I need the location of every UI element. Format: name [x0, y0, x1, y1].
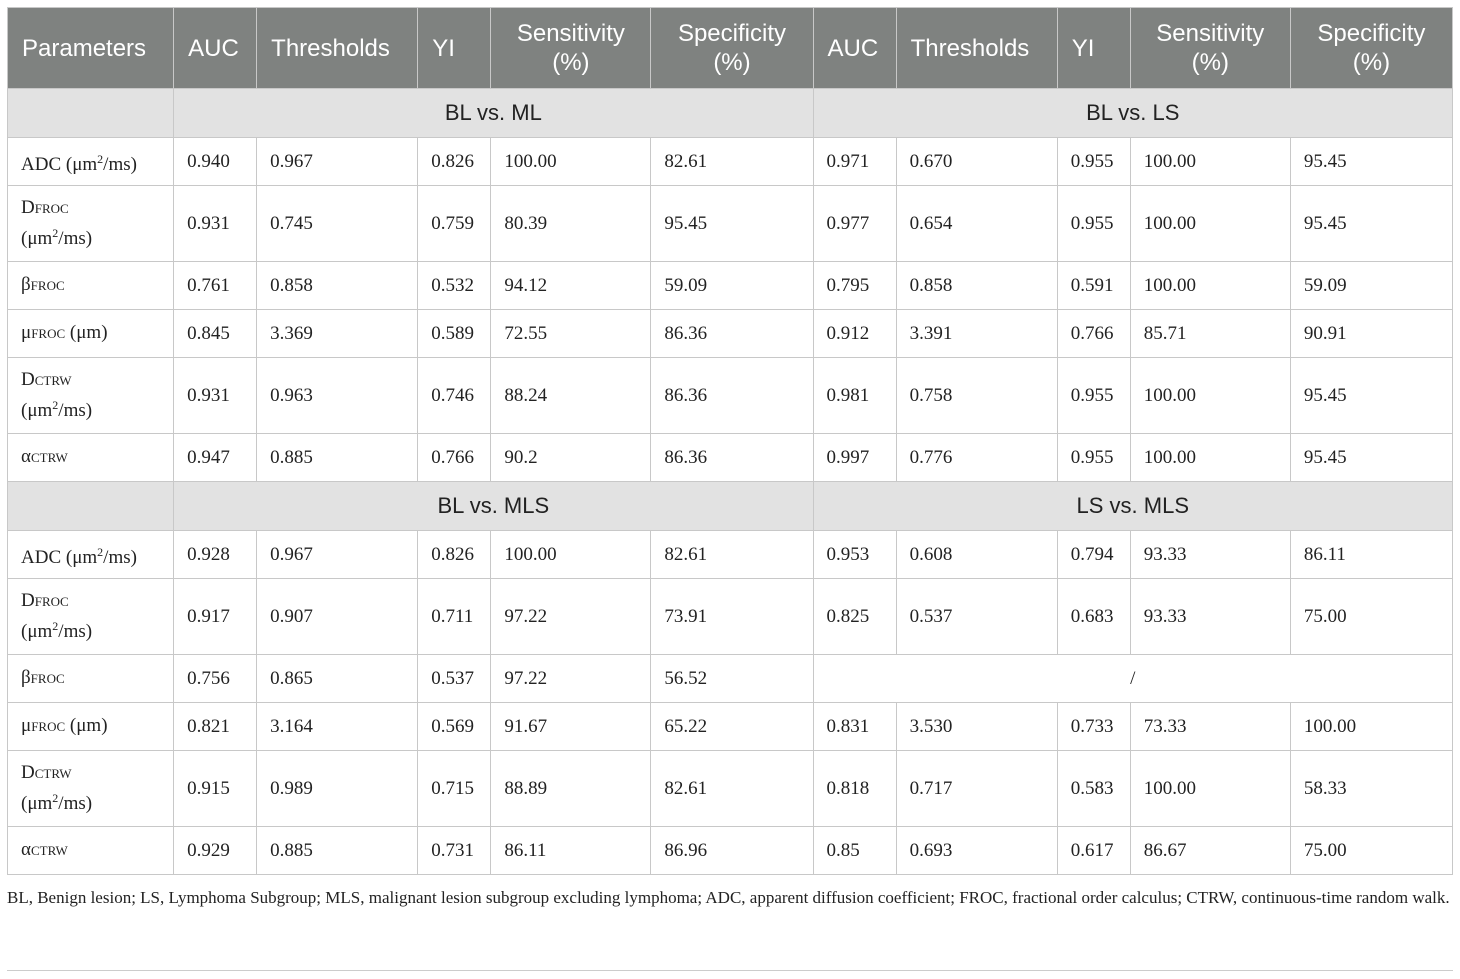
parameter-subscript: FROC [30, 671, 65, 686]
value-cell: 0.693 [896, 827, 1057, 875]
parameter-symbol: α [21, 446, 31, 467]
value-cell: 86.11 [1290, 531, 1452, 579]
bottom-divider [7, 970, 1453, 971]
parameter-unit-exponent: 2 [97, 544, 104, 559]
header-yi: YI [1057, 8, 1130, 89]
value-cell: 59.09 [1290, 262, 1452, 310]
value-cell: 86.67 [1130, 827, 1290, 875]
table-row [8, 186, 1453, 262]
value-cell: 0.731 [418, 827, 491, 875]
parameter-unit-mu: μ [27, 400, 38, 421]
value-cell: 0.858 [257, 262, 418, 310]
parameter-subscript: FROC [34, 201, 69, 216]
value-cell: 93.33 [1130, 531, 1290, 579]
table-row [8, 531, 1453, 579]
value-cell: 0.845 [174, 310, 257, 358]
value-cell: 56.52 [651, 655, 813, 703]
value-cell: 100.00 [1290, 703, 1452, 751]
parameter-unit-close: /ms) [58, 793, 93, 814]
table-row [8, 138, 1453, 186]
value-cell: 0.733 [1057, 703, 1130, 751]
value-cell: 0.746 [418, 358, 491, 434]
value-cell: 0.929 [174, 827, 257, 875]
value-cell: 0.766 [418, 434, 491, 482]
parameter-unit-exponent: 2 [52, 619, 59, 633]
value-cell: 86.36 [651, 434, 813, 482]
value-cell: 0.795 [813, 262, 896, 310]
parameter-unit-m: m [37, 228, 53, 249]
parameter-subscript: FROC [34, 594, 69, 609]
parameter-unit-m: m [37, 793, 53, 814]
value-cell: 58.33 [1290, 751, 1452, 827]
value-cell: 0.955 [1057, 138, 1130, 186]
parameter-cell [8, 827, 174, 875]
value-cell: 95.45 [1290, 138, 1452, 186]
parameter-cell [8, 655, 174, 703]
parameter-symbol: D [21, 762, 35, 783]
value-cell: 0.537 [418, 655, 491, 703]
table-row [8, 310, 1453, 358]
parameter-unit-close: /ms) [58, 621, 93, 642]
group-title-right: LS vs. MLS [813, 482, 1452, 531]
value-cell: 0.608 [896, 531, 1057, 579]
header-thresholds: Thresholds [257, 8, 418, 89]
parameter-subscript: FROC [31, 326, 66, 341]
value-cell: 0.931 [174, 186, 257, 262]
value-cell: 75.00 [1290, 579, 1452, 655]
parameter-symbol: ADC ( [21, 153, 73, 175]
parameter-unit-tail: (μm) [65, 715, 108, 736]
value-cell: 0.831 [813, 703, 896, 751]
value-cell: 0.885 [257, 827, 418, 875]
value-cell: 86.36 [651, 358, 813, 434]
table-row [8, 262, 1453, 310]
results-table [7, 7, 1453, 875]
parameter-symbol: β [21, 667, 31, 688]
parameter-symbol: D [21, 197, 35, 218]
value-cell: 91.67 [491, 703, 651, 751]
parameter-subscript: FROC [30, 278, 65, 293]
value-cell: 0.794 [1057, 531, 1130, 579]
group-header-row [8, 482, 1453, 531]
parameter-unit-mu: μ [27, 793, 38, 814]
value-cell: 0.591 [1057, 262, 1130, 310]
value-cell: 0.766 [1057, 310, 1130, 358]
parameter-unit-m: m [82, 546, 98, 568]
value-cell: 88.89 [491, 751, 651, 827]
parameter-symbol: β [21, 274, 31, 295]
value-cell: 65.22 [651, 703, 813, 751]
parameter-unit-mu: μ [72, 153, 83, 175]
value-cell: 86.96 [651, 827, 813, 875]
value-cell: 100.00 [1130, 186, 1290, 262]
parameter-cell [8, 310, 174, 358]
group-title-left: BL vs. MLS [174, 482, 813, 531]
value-cell: 0.955 [1057, 186, 1130, 262]
value-cell: 0.967 [257, 531, 418, 579]
value-cell: 0.745 [257, 186, 418, 262]
parameter-cell [8, 579, 174, 655]
value-cell: 100.00 [1130, 262, 1290, 310]
group-title-left: BL vs. ML [174, 89, 813, 138]
group-header-blank [8, 482, 174, 531]
table-row [8, 655, 1453, 703]
parameter-symbol: μ [21, 322, 32, 343]
value-cell: 0.776 [896, 434, 1057, 482]
value-cell: 0.583 [1057, 751, 1130, 827]
parameter-unit-mu: μ [72, 546, 83, 568]
parameter-subscript: CTRW [34, 373, 72, 388]
value-cell: 59.09 [651, 262, 813, 310]
parameter-symbol: D [21, 369, 35, 390]
value-cell: 0.654 [896, 186, 1057, 262]
header-sensitivity: Sensitivity (%) [491, 8, 651, 89]
value-cell: 0.858 [896, 262, 1057, 310]
value-cell: 0.967 [257, 138, 418, 186]
value-cell: 0.761 [174, 262, 257, 310]
value-cell: 0.589 [418, 310, 491, 358]
parameter-unit-m: m [82, 153, 98, 175]
value-cell: 0.917 [174, 579, 257, 655]
value-cell: 0.569 [418, 703, 491, 751]
header-sensitivity: Sensitivity (%) [1130, 8, 1290, 89]
value-cell: 0.928 [174, 531, 257, 579]
header-auc: AUC [813, 8, 896, 89]
value-cell: 0.955 [1057, 434, 1130, 482]
parameter-cell [8, 138, 174, 186]
parameter-subscript: CTRW [34, 766, 72, 781]
parameter-cell [8, 262, 174, 310]
value-cell: 97.22 [491, 655, 651, 703]
value-cell: 93.33 [1130, 579, 1290, 655]
value-cell: 72.55 [491, 310, 651, 358]
value-cell: 80.39 [491, 186, 651, 262]
value-cell: 0.818 [813, 751, 896, 827]
value-cell: 100.00 [491, 531, 651, 579]
parameter-cell [8, 531, 174, 579]
header-specificity: Specificity (%) [1290, 8, 1452, 89]
value-cell: 0.947 [174, 434, 257, 482]
parameter-cell [8, 434, 174, 482]
value-cell: 73.91 [651, 579, 813, 655]
value-cell: 0.971 [813, 138, 896, 186]
value-cell: 82.61 [651, 138, 813, 186]
table-row [8, 703, 1453, 751]
parameter-unit-mu: μ [27, 621, 38, 642]
value-cell: 3.369 [257, 310, 418, 358]
value-cell: 0.915 [174, 751, 257, 827]
value-cell: 88.24 [491, 358, 651, 434]
value-cell: 0.981 [813, 358, 896, 434]
value-cell: 3.530 [896, 703, 1057, 751]
value-cell: 0.537 [896, 579, 1057, 655]
parameter-subscript: CTRW [30, 450, 68, 465]
parameter-unit-m: m [37, 400, 53, 421]
parameter-unit-exponent: 2 [52, 226, 59, 240]
table-row [8, 579, 1453, 655]
table-row [8, 751, 1453, 827]
value-cell: 0.758 [896, 358, 1057, 434]
value-cell: 0.826 [418, 531, 491, 579]
parameter-unit-open: ( [21, 228, 28, 249]
value-cell: 100.00 [1130, 358, 1290, 434]
header-yi: YI [418, 8, 491, 89]
parameter-symbol: μ [21, 715, 32, 736]
value-cell: 0.997 [813, 434, 896, 482]
header-parameters: Parameters [8, 8, 174, 89]
value-cell: 95.45 [1290, 186, 1452, 262]
header-row [8, 8, 1453, 89]
value-cell: 0.953 [813, 531, 896, 579]
value-cell: 0.715 [418, 751, 491, 827]
value-cell: 0.617 [1057, 827, 1130, 875]
parameter-unit-close: /ms) [58, 400, 93, 421]
parameter-symbol: ADC ( [21, 546, 73, 568]
table-body [8, 89, 1453, 875]
value-cell: 0.717 [896, 751, 1057, 827]
value-cell: 95.45 [1290, 358, 1452, 434]
value-cell: 0.989 [257, 751, 418, 827]
value-cell: 0.907 [257, 579, 418, 655]
value-cell: 73.33 [1130, 703, 1290, 751]
value-cell: 95.45 [651, 186, 813, 262]
value-cell: 90.91 [1290, 310, 1452, 358]
parameter-cell [8, 751, 174, 827]
value-cell: 0.85 [813, 827, 896, 875]
parameter-unit-tail: /ms) [103, 546, 137, 568]
value-cell: 0.825 [813, 579, 896, 655]
value-cell: 0.826 [418, 138, 491, 186]
group-header-blank [8, 89, 174, 138]
value-cell: 0.940 [174, 138, 257, 186]
parameter-unit-exponent: 2 [52, 398, 59, 412]
value-cell: 82.61 [651, 751, 813, 827]
parameter-unit-tail: /ms) [103, 153, 137, 175]
parameter-subscript: CTRW [30, 843, 68, 858]
value-cell: 0.865 [257, 655, 418, 703]
value-cell: 0.963 [257, 358, 418, 434]
parameter-cell [8, 186, 174, 262]
value-cell: 100.00 [1130, 751, 1290, 827]
parameter-cell [8, 358, 174, 434]
value-cell: 0.759 [418, 186, 491, 262]
parameter-unit-tail: (μm) [65, 322, 108, 343]
value-cell: 82.61 [651, 531, 813, 579]
header-thresholds: Thresholds [896, 8, 1057, 89]
parameter-symbol: D [21, 590, 35, 611]
value-cell: 94.12 [491, 262, 651, 310]
value-cell: 3.391 [896, 310, 1057, 358]
parameter-unit-close: /ms) [58, 228, 93, 249]
parameter-subscript: FROC [31, 719, 66, 734]
value-cell: 85.71 [1130, 310, 1290, 358]
value-cell: 86.11 [491, 827, 651, 875]
group-title-right: BL vs. LS [813, 89, 1452, 138]
value-cell: 0.532 [418, 262, 491, 310]
value-cell: 86.36 [651, 310, 813, 358]
parameter-unit-m: m [37, 621, 53, 642]
header-auc: AUC [174, 8, 257, 89]
value-cell: 100.00 [491, 138, 651, 186]
value-cell: 0.683 [1057, 579, 1130, 655]
value-cell: 100.00 [1130, 138, 1290, 186]
header-specificity: Specificity (%) [651, 8, 813, 89]
table-footnote: BL, Benign lesion; LS, Lymphoma Subgroup; MLS, malignant lesion subgroup excluding lymphoma; ADC, apparent diffusion coefficient; FROC, fractional order calculus; CTRW, continuous-time random walk. [7, 888, 1450, 907]
parameter-symbol: α [21, 839, 31, 860]
value-cell: 0.885 [257, 434, 418, 482]
group-header-row [8, 89, 1453, 138]
value-cell: 0.711 [418, 579, 491, 655]
parameter-unit-open: ( [21, 621, 28, 642]
parameter-unit-exponent: 2 [97, 151, 104, 166]
value-cell: 100.00 [1130, 434, 1290, 482]
table-row [8, 358, 1453, 434]
parameter-cell [8, 703, 174, 751]
parameter-unit-mu: μ [27, 228, 38, 249]
table-row [8, 434, 1453, 482]
value-cell: 0.756 [174, 655, 257, 703]
value-cell: 0.821 [174, 703, 257, 751]
value-cell: 95.45 [1290, 434, 1452, 482]
value-cell: 0.670 [896, 138, 1057, 186]
value-cell: 97.22 [491, 579, 651, 655]
table-row [8, 827, 1453, 875]
value-cell: 0.955 [1057, 358, 1130, 434]
parameter-unit-open: ( [21, 793, 28, 814]
value-cell: 0.912 [813, 310, 896, 358]
not-applicable-cell: / [813, 655, 1452, 703]
value-cell: 3.164 [257, 703, 418, 751]
value-cell: 0.977 [813, 186, 896, 262]
parameter-unit-open: ( [21, 400, 28, 421]
parameter-unit-exponent: 2 [52, 791, 59, 805]
results-table-container [7, 7, 1453, 875]
value-cell: 0.931 [174, 358, 257, 434]
value-cell: 75.00 [1290, 827, 1452, 875]
value-cell: 90.2 [491, 434, 651, 482]
